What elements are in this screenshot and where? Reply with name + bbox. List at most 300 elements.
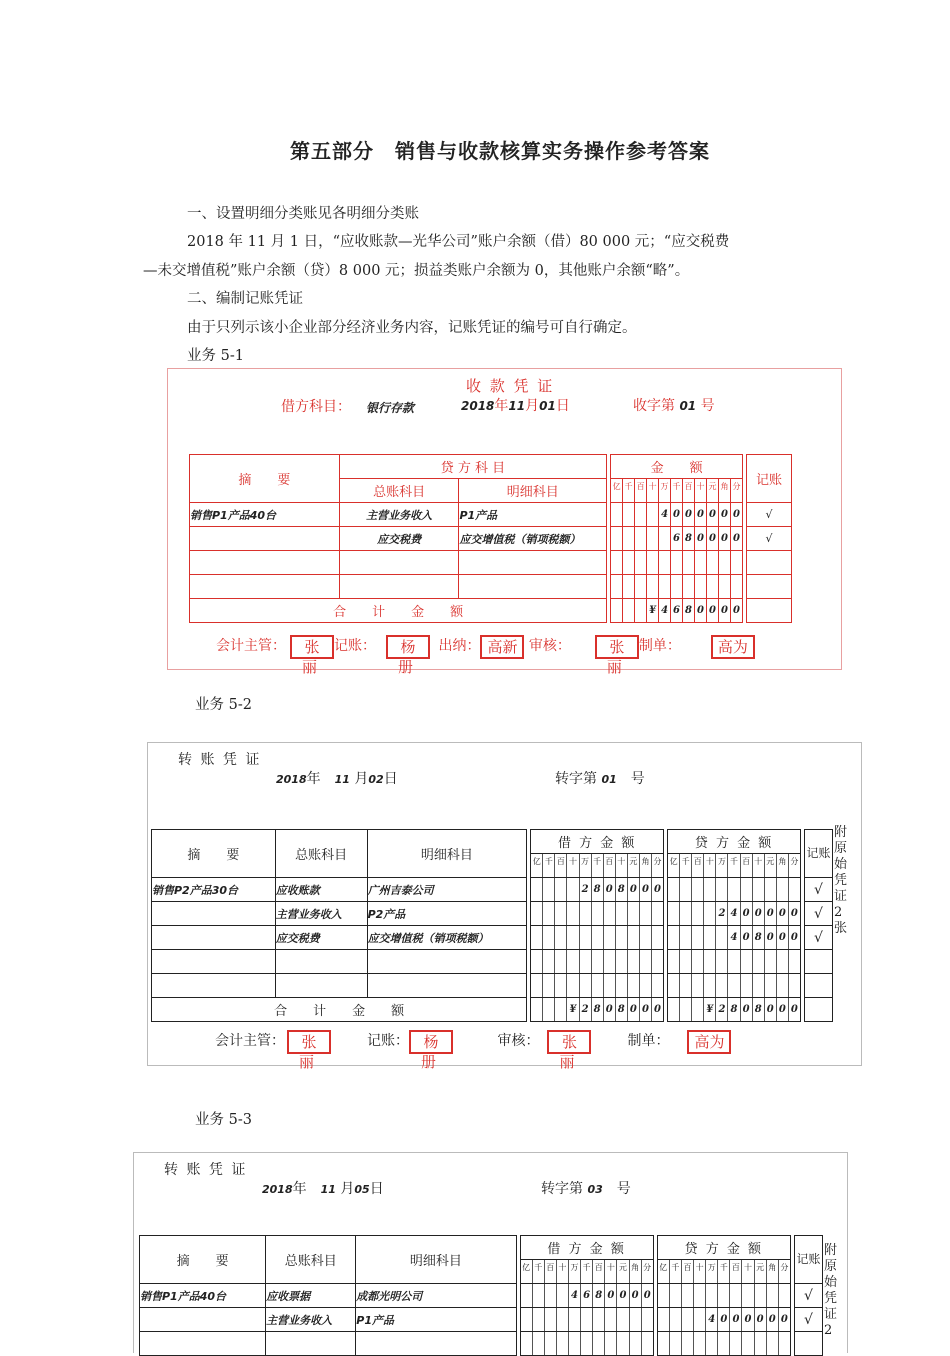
v3-h-general: 总账科目 [266, 1236, 356, 1284]
unit-label: 万 [705, 1260, 717, 1283]
attachment-char: 2 [824, 1323, 833, 1338]
para-1: 一、设置明细分类账见各明细分类账 [187, 206, 419, 222]
v2-h-debit: 借 方 金 额 [531, 830, 664, 854]
digit-cell: 0 [764, 926, 776, 949]
v3-r2-detail: P1产品 [356, 1308, 516, 1332]
digit-cell [788, 878, 800, 901]
v1-r1-mark: √ [747, 503, 792, 527]
unit-label: 万 [579, 854, 591, 877]
digit-cell: 2 [579, 878, 591, 901]
v2-r2-credit [668, 902, 800, 925]
v3-r1-mark: √ [794, 1284, 822, 1308]
digit-cell: ¥ [703, 998, 715, 1021]
digit-cell [703, 926, 715, 949]
v1-h-detail: 明细科目 [459, 479, 607, 503]
unit-label: 亿 [659, 1263, 668, 1272]
digit-cell [691, 998, 703, 1021]
digit-cell: 4 [568, 1284, 580, 1307]
digit-cell: 0 [627, 998, 639, 1021]
digit-cell [679, 902, 691, 925]
digit-cell [568, 1308, 580, 1331]
digit-cell: 4 [727, 902, 739, 925]
digit-cell [752, 878, 764, 901]
unit-label: 千 [669, 1260, 681, 1283]
digit-cell [591, 926, 603, 949]
v3-h-posted: 记账 [794, 1236, 822, 1284]
v1-debit-value: 银行存款 [366, 401, 415, 415]
digit-cell [703, 902, 715, 925]
digit-cell [531, 998, 542, 1021]
digit-cell: 0 [706, 527, 718, 550]
digit-cell [556, 1308, 568, 1331]
digit-cell: 8 [591, 998, 603, 1021]
digit-cell: 0 [694, 599, 706, 622]
v1-h-credit: 贷 方 科 目 [339, 455, 606, 479]
unit-label: 万 [715, 854, 727, 877]
digit-cell: 8 [682, 527, 694, 550]
v2-debit-units [531, 854, 663, 877]
digit-cell [634, 503, 646, 526]
digit-cell [776, 878, 788, 901]
digit-cell: 0 [706, 503, 718, 526]
para-2b: —未交增值税”账户余额（贷）8 000 元；损益类账户余额为 0，其他账户余额“略”。 [143, 263, 690, 279]
v3-r1-credit [658, 1284, 790, 1307]
v2-r2-general: 主营业务收入 [275, 902, 367, 926]
v3-number: 转字第 03 号 [541, 1181, 631, 1197]
attachment-char: 证 [824, 1307, 838, 1322]
digit-cell: 0 [639, 998, 651, 1021]
digit-cell: 8 [727, 998, 739, 1021]
unit-label: 十 [741, 1260, 753, 1283]
digit-cell [532, 1284, 544, 1307]
para-3: 二、编制记账凭证 [187, 291, 303, 307]
digit-cell: 4 [658, 599, 670, 622]
digit-cell: 0 [740, 926, 752, 949]
unit-label: 千 [591, 854, 603, 877]
unit-label: 分 [730, 479, 742, 502]
digit-cell [629, 1308, 641, 1331]
digit-cell [668, 998, 679, 1021]
digit-cell [651, 902, 663, 925]
unit-label: 元 [616, 1260, 628, 1283]
unit-label: 千 [622, 479, 634, 502]
digit-cell [566, 902, 578, 925]
v2-total-credit [668, 998, 800, 1021]
digit-cell: 0 [788, 902, 800, 925]
digit-cell [658, 1284, 669, 1307]
v2-r3-debit [531, 926, 663, 949]
digit-cell [764, 878, 776, 901]
v3-r2-mark: √ [794, 1308, 822, 1332]
unit-label: 分 [651, 854, 663, 877]
digit-cell [691, 902, 703, 925]
digit-cell: 0 [694, 527, 706, 550]
digit-cell [554, 902, 566, 925]
v1-r1-amount [611, 503, 742, 526]
v2-attachment-note [834, 825, 850, 937]
digit-cell [532, 1308, 544, 1331]
digit-cell [703, 878, 715, 901]
digit-cell [542, 998, 554, 1021]
digit-cell [729, 1284, 741, 1307]
v1-number: 收字第 01 号 [633, 398, 715, 414]
digit-cell: 0 [776, 926, 788, 949]
digit-cell [715, 878, 727, 901]
v1-date: 2018年11月01日 [461, 398, 570, 414]
unit-label: 千 [542, 854, 554, 877]
digit-cell [669, 1284, 681, 1307]
unit-label: 元 [627, 854, 639, 877]
unit-label: 千 [670, 479, 682, 502]
unit-label: 角 [629, 1260, 641, 1283]
digit-cell [616, 1308, 628, 1331]
unit-label: 角 [776, 854, 788, 877]
v2-r2-detail: P2产品 [367, 902, 527, 926]
digit-cell: 6 [670, 599, 682, 622]
digit-cell [531, 902, 542, 925]
v2-r3-credit [668, 926, 800, 949]
digit-cell: 0 [627, 878, 639, 901]
v1-h-general: 总账科目 [339, 479, 459, 503]
v3-name: 转 账 凭 证 [164, 1162, 248, 1178]
digit-cell [615, 902, 627, 925]
v2-h-detail: 明细科目 [367, 830, 527, 878]
digit-cell [592, 1308, 604, 1331]
unit-label: 千 [580, 1260, 592, 1283]
digit-cell: 8 [682, 599, 694, 622]
v3-credit-units [658, 1260, 790, 1283]
digit-cell [554, 926, 566, 949]
unit-label: 角 [766, 1260, 778, 1283]
digit-cell [542, 878, 554, 901]
unit-label: 亿 [612, 482, 621, 491]
digit-cell: 0 [730, 527, 742, 550]
v3-h-detail: 明细科目 [356, 1236, 516, 1284]
digit-cell [634, 599, 646, 622]
digit-cell: 0 [651, 998, 663, 1021]
v1-units [611, 479, 742, 502]
v2-h-summary: 摘 要 [152, 830, 276, 878]
v2-r2-debit [531, 902, 663, 925]
digit-cell [580, 1308, 592, 1331]
v1-r2-amount [611, 527, 742, 550]
unit-label: 千 [727, 854, 739, 877]
digit-cell: 0 [740, 998, 752, 1021]
digit-cell: 4 [727, 926, 739, 949]
unit-label: 百 [681, 1260, 693, 1283]
v2-r3-detail: 应交增值税（销项税额） [367, 926, 527, 950]
para-4: 由于只列示该小企业部分经济业务内容，记账凭证的编号可自行确定。 [187, 320, 637, 336]
digit-cell: 0 [764, 998, 776, 1021]
unit-label: 十 [694, 479, 706, 502]
unit-label: 百 [544, 1260, 556, 1283]
digit-cell [531, 926, 542, 949]
attachment-char: 附 [824, 1243, 838, 1258]
digit-cell: 0 [741, 1308, 753, 1331]
v2-label: 业务 5-2 [195, 697, 252, 713]
digit-cell: 0 [776, 902, 788, 925]
attachment-char: 2 [834, 905, 843, 920]
v1-name: 收 款 凭 证 [466, 377, 555, 395]
v2-total-label: 合 计 金 额 [152, 998, 527, 1022]
v2-signatures: 会计主管： 张 丽 记账： 杨 册 审核： 张 丽 制单： 高为 [215, 1030, 731, 1054]
unit-label: 千 [717, 1260, 729, 1283]
digit-cell [679, 926, 691, 949]
digit-cell [566, 926, 578, 949]
page-title: 第五部分 销售与收款核算实务操作参考答案 [290, 139, 710, 163]
digit-cell [542, 926, 554, 949]
digit-cell [658, 1308, 669, 1331]
v3-r2-general: 主营业务收入 [266, 1308, 356, 1332]
digit-cell: 4 [705, 1308, 717, 1331]
digit-cell: 0 [706, 599, 718, 622]
unit-label: 万 [658, 479, 670, 502]
digit-cell [521, 1308, 532, 1331]
digit-cell [615, 926, 627, 949]
digit-cell: 8 [752, 998, 764, 1021]
unit-label: 亿 [532, 857, 541, 866]
digit-cell [544, 1308, 556, 1331]
v3-r2-credit [658, 1308, 790, 1331]
v2-table [151, 829, 833, 1022]
digit-cell: 0 [616, 1284, 628, 1307]
unit-label: 角 [639, 854, 651, 877]
attachment-char: 原 [824, 1259, 838, 1274]
unit-label: 分 [778, 1260, 790, 1283]
v1-debit-label: 借方科目： [281, 399, 351, 415]
digit-cell: 0 [718, 503, 730, 526]
digit-cell: 0 [651, 878, 663, 901]
digit-cell [691, 926, 703, 949]
digit-cell [727, 878, 739, 901]
attachment-char: 原 [834, 841, 848, 856]
digit-cell [604, 1308, 616, 1331]
digit-cell [639, 902, 651, 925]
v1-h-summary: 摘 要 [190, 455, 340, 503]
digit-cell [715, 926, 727, 949]
unit-label: 十 [693, 1260, 705, 1283]
digit-cell: 0 [730, 599, 742, 622]
unit-label: 百 [554, 854, 566, 877]
voucher-3 [133, 1152, 848, 1353]
digit-cell [658, 527, 670, 550]
digit-cell [681, 1284, 693, 1307]
digit-cell: 0 [740, 902, 752, 925]
v3-attachment-note [824, 1243, 840, 1339]
unit-label: 亿 [522, 1263, 531, 1272]
unit-label: 百 [691, 854, 703, 877]
digit-cell [622, 527, 634, 550]
digit-cell: 0 [788, 926, 800, 949]
digit-cell: 8 [592, 1284, 604, 1307]
v3-r2-debit [521, 1308, 653, 1331]
attachment-char: 张 [834, 921, 848, 936]
v3-debit-units [521, 1260, 653, 1283]
v2-r1-general: 应收账款 [275, 878, 367, 902]
v2-r1-credit [668, 878, 800, 901]
digit-cell: 4 [658, 503, 670, 526]
v2-h-credit: 贷 方 金 额 [668, 830, 801, 854]
digit-cell: ¥ [566, 998, 578, 1021]
digit-cell [646, 527, 658, 550]
digit-cell [668, 878, 679, 901]
unit-label: 元 [706, 479, 718, 502]
digit-cell: 0 [694, 503, 706, 526]
unit-label: 百 [740, 854, 752, 877]
v1-r2-mark: √ [747, 527, 792, 551]
unit-label: 百 [592, 1260, 604, 1283]
digit-cell [603, 926, 615, 949]
digit-cell [544, 1284, 556, 1307]
attachment-char: 始 [834, 857, 848, 872]
unit-label: 千 [532, 1260, 544, 1283]
v2-credit-units [668, 854, 800, 877]
digit-cell: 0 [730, 503, 742, 526]
digit-cell: 2 [579, 998, 591, 1021]
digit-cell [646, 503, 658, 526]
unit-label: 十 [703, 854, 715, 877]
unit-label: 分 [788, 854, 800, 877]
v3-r1-debit [521, 1284, 653, 1307]
digit-cell: 8 [591, 878, 603, 901]
digit-cell [521, 1284, 532, 1307]
unit-label: 百 [682, 479, 694, 502]
digit-cell [554, 878, 566, 901]
digit-cell [627, 926, 639, 949]
digit-cell: 0 [604, 1284, 616, 1307]
unit-label: 元 [754, 1260, 766, 1283]
v3-r1-summary: 销售P1产品40台 [140, 1284, 266, 1308]
unit-label: 十 [566, 854, 578, 877]
v3-h-credit: 贷 方 金 额 [657, 1236, 790, 1260]
digit-cell: 6 [670, 527, 682, 550]
v1-r2-detail: 应交增值税（销项税额） [459, 527, 607, 551]
digit-cell [634, 527, 646, 550]
v3-label: 业务 5-3 [195, 1112, 252, 1128]
digit-cell: 0 [764, 902, 776, 925]
digit-cell: 0 [752, 902, 764, 925]
v2-r1-mark: √ [804, 878, 832, 902]
digit-cell: 0 [682, 503, 694, 526]
digit-cell: 0 [729, 1308, 741, 1331]
digit-cell: 0 [718, 599, 730, 622]
unit-label: 百 [634, 479, 646, 502]
digit-cell [639, 926, 651, 949]
digit-cell [668, 926, 679, 949]
voucher-1 [167, 368, 842, 676]
v3-table [139, 1235, 823, 1356]
digit-cell: 0 [766, 1308, 778, 1331]
attachment-char: 凭 [824, 1291, 838, 1306]
digit-cell [579, 902, 591, 925]
digit-cell [603, 902, 615, 925]
digit-cell [542, 902, 554, 925]
digit-cell: 0 [718, 527, 730, 550]
digit-cell: 0 [670, 503, 682, 526]
digit-cell [622, 599, 634, 622]
unit-label: 亿 [669, 857, 678, 866]
digit-cell [556, 1284, 568, 1307]
digit-cell [679, 998, 691, 1021]
v2-total-debit [531, 998, 663, 1021]
digit-cell [766, 1284, 778, 1307]
digit-cell [531, 878, 542, 901]
digit-cell: 0 [788, 998, 800, 1021]
unit-label: 万 [568, 1260, 580, 1283]
digit-cell: 2 [715, 902, 727, 925]
v3-h-summary: 摘 要 [140, 1236, 266, 1284]
v3-h-debit: 借 方 金 额 [520, 1236, 653, 1260]
digit-cell [693, 1284, 705, 1307]
v1-label: 业务 5-1 [187, 348, 244, 364]
digit-cell [679, 878, 691, 901]
v2-number: 转字第 01 号 [555, 771, 645, 787]
digit-cell [622, 503, 634, 526]
unit-label: 百 [729, 1260, 741, 1283]
v1-total-label: 合 计 金 额 [190, 599, 607, 623]
attachment-char: 证 [834, 889, 848, 904]
unit-label: 角 [718, 479, 730, 502]
unit-label: 分 [641, 1260, 653, 1283]
v1-table [189, 454, 792, 623]
digit-cell: 8 [752, 926, 764, 949]
digit-cell [705, 1284, 717, 1307]
digit-cell [693, 1308, 705, 1331]
digit-cell [651, 926, 663, 949]
v2-h-posted: 记账 [804, 830, 832, 878]
v2-date: 2018年 11 月02日 [276, 771, 398, 787]
v1-r2-general: 应交税费 [339, 527, 459, 551]
v2-r3-mark: √ [804, 926, 832, 950]
unit-label: 元 [764, 854, 776, 877]
v2-r1-summary: 销售P2产品30台 [152, 878, 276, 902]
digit-cell [641, 1308, 653, 1331]
v2-r1-detail: 广州吉泰公司 [367, 878, 527, 902]
digit-cell [681, 1308, 693, 1331]
v1-h-amount: 金 额 [611, 455, 743, 479]
v1-r1-general: 主营业务收入 [339, 503, 459, 527]
digit-cell [554, 998, 566, 1021]
digit-cell: 0 [641, 1284, 653, 1307]
digit-cell: 0 [639, 878, 651, 901]
v1-h-posted: 记账 [747, 455, 792, 503]
digit-cell: 0 [629, 1284, 641, 1307]
digit-cell [717, 1284, 729, 1307]
digit-cell [579, 926, 591, 949]
digit-cell [627, 902, 639, 925]
digit-cell [691, 878, 703, 901]
attachment-char: 附 [834, 825, 848, 840]
v1-r1-detail: P1产品 [459, 503, 607, 527]
digit-cell: 2 [715, 998, 727, 1021]
attachment-char: 始 [824, 1275, 838, 1290]
unit-label: 十 [615, 854, 627, 877]
digit-cell [591, 902, 603, 925]
unit-label: 百 [603, 854, 615, 877]
attachment-char: 凭 [834, 873, 848, 888]
unit-label: 十 [556, 1260, 568, 1283]
v3-r1-general: 应收票据 [266, 1284, 356, 1308]
digit-cell: 0 [717, 1308, 729, 1331]
digit-cell [740, 878, 752, 901]
digit-cell [778, 1284, 790, 1307]
v2-h-general: 总账科目 [275, 830, 367, 878]
v2-name: 转 账 凭 证 [178, 752, 262, 768]
digit-cell [741, 1284, 753, 1307]
digit-cell: 6 [580, 1284, 592, 1307]
digit-cell: 0 [603, 878, 615, 901]
voucher-2 [147, 742, 862, 1071]
